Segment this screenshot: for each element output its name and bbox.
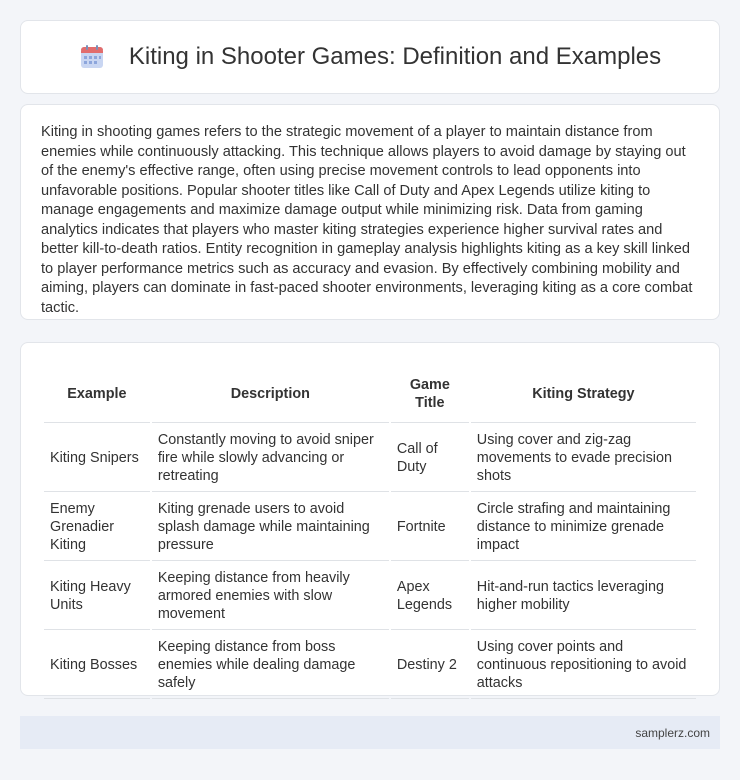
header-game-title: Game Title	[391, 365, 469, 423]
cell-game-title: Apex Legends	[391, 563, 469, 630]
footer-site-link[interactable]: samplerz.com	[635, 725, 710, 740]
title-card	[20, 20, 720, 94]
cell-description: Keeping distance from heavily armored enemies with slow movement	[152, 563, 389, 630]
page-title: Kiting in Shooter Games: Definition and Examples	[128, 43, 662, 70]
cell-example: Enemy Grenadier Kiting	[44, 494, 150, 561]
cell-kiting-strategy: Using cover and zig-zag movements to evade precision shots	[471, 425, 696, 492]
cell-example: Kiting Bosses	[44, 632, 150, 699]
cell-game-title: Call of Duty	[391, 425, 469, 492]
intro-paragraph: Kiting in shooting games refers to the strategic movement of a player to maintain distance from enemies while continuously attacking. This technique allows players to avoid damage by staying out of the enemy's effective range, often using precise movement controls to lead opponents into unfavorable positions. Popular shooter titles like Call of Duty and Apex Legends utilize kiting to manage engagements and maximize damage output while minimizing risk. Data from gaming analytics indicates that players who master kiting strategies experience higher survival rates and better kill-to-death ratios. Entity recognition in gameplay analysis highlights kiting as a key skill linked to player performance metrics such as accuracy and evasion. By effectively combining mobility and aiming, players can dominate in fast-paced shooter environments, leveraging kiting as a core combat tactic.	[41, 124, 693, 316]
header-example: Example	[44, 365, 150, 423]
cell-example: Kiting Snipers	[44, 425, 150, 492]
table-row	[44, 632, 696, 699]
table-header-row	[44, 365, 696, 423]
table-row	[44, 563, 696, 630]
header-kiting-strategy: Kiting Strategy	[471, 365, 696, 423]
footer	[20, 716, 720, 749]
table-row	[44, 425, 696, 492]
cell-kiting-strategy: Using cover points and continuous repositioning to avoid attacks	[471, 632, 696, 699]
cell-description: Constantly moving to avoid sniper fire while slowly advancing or retreating	[152, 425, 389, 492]
cell-description: Kiting grenade users to avoid splash damage while maintaining pressure	[152, 494, 389, 561]
intro-card	[20, 104, 720, 320]
examples-table	[42, 363, 698, 701]
table-row	[44, 494, 696, 561]
cell-kiting-strategy: Hit-and-run tactics leveraging higher mobility	[471, 563, 696, 630]
header-description: Description	[152, 365, 389, 423]
cell-description: Keeping distance from boss enemies while dealing damage safely	[152, 632, 389, 699]
calendar-icon	[79, 44, 105, 70]
cell-game-title: Fortnite	[391, 494, 469, 561]
table-card	[20, 342, 720, 696]
cell-game-title: Destiny 2	[391, 632, 469, 699]
cell-kiting-strategy: Circle strafing and maintaining distance to minimize grenade impact	[471, 494, 696, 561]
cell-example: Kiting Heavy Units	[44, 563, 150, 630]
